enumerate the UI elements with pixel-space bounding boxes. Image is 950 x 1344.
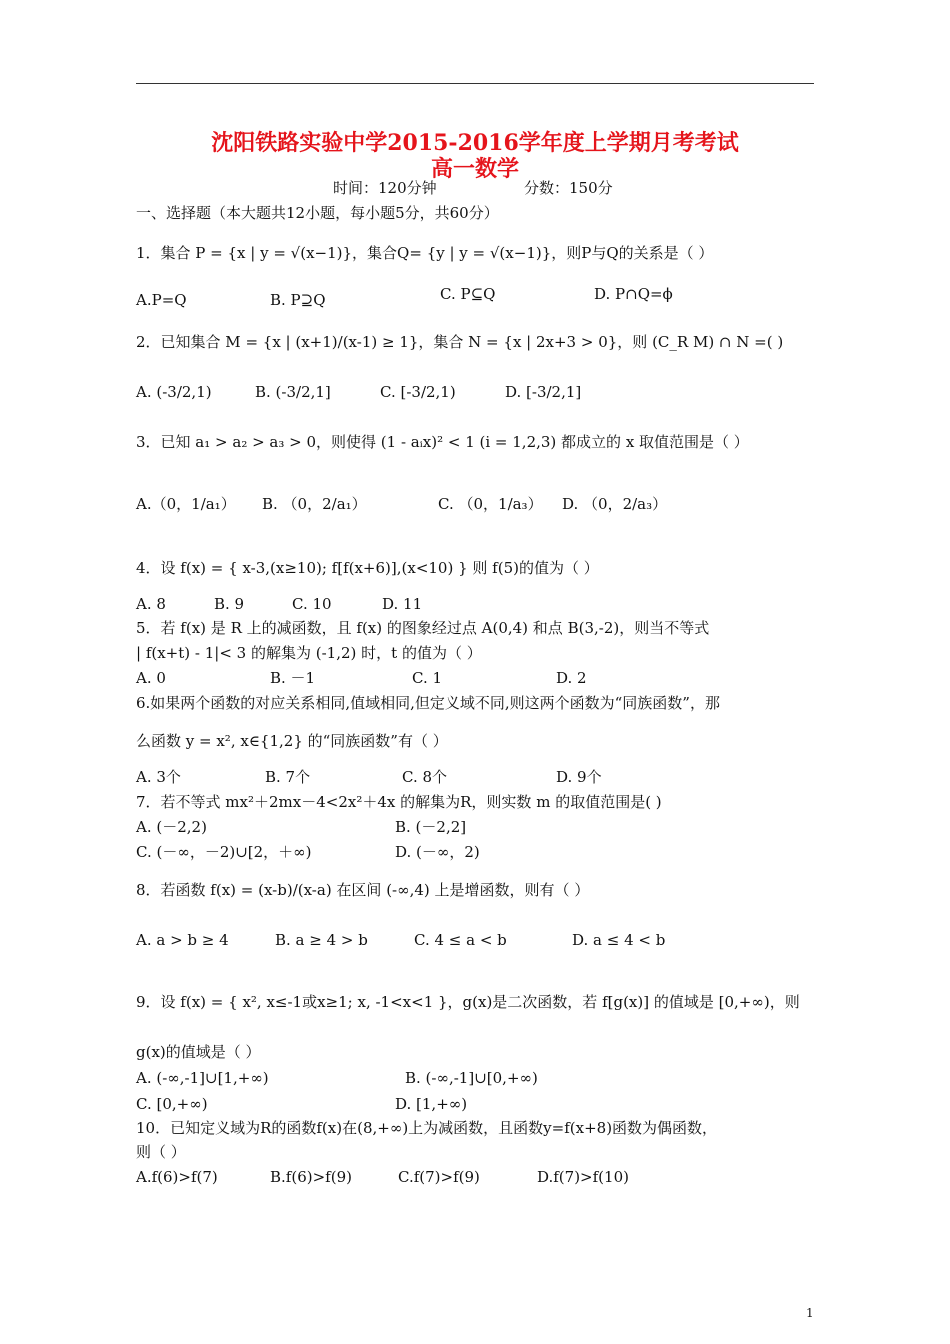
q4-option-b: B. 9 — [214, 595, 245, 613]
question-9-stem-line1: 9．设 f(x) = { x², x≤-1或x≥1; x, -1<x<1 }，g(x)是二次函数，若 f[g(x)] 的值域是 [0,+∞)，则 — [136, 993, 800, 1011]
question-3-stem: 3．已知 a₁ > a₂ > a₃ > 0，则使得 (1 - aᵢx)² < 1 (i = 1,2,3) 都成立的 x 取值范围是（ ） — [136, 433, 749, 451]
question-10-stem-line1: 10．已知定义域为R的函数f(x)在(8,+∞)上为减函数，且函数y=f(x+8)函数为偶函数， — [136, 1119, 718, 1137]
question-5-stem-line2: | f(x+t) - 1|< 3 的解集为 (-1,2) 时，t 的值为（ ） — [136, 644, 482, 662]
q4-option-a: A. 8 — [136, 595, 166, 613]
q9-option-b: B. (-∞,-1]∪[0,+∞) — [405, 1069, 538, 1087]
q6-option-d: D. 9个 — [556, 768, 602, 786]
q4-option-d: D. 11 — [382, 595, 423, 613]
q1-option-a: A.P=Q — [136, 291, 187, 309]
question-5-stem-line1: 5．若 f(x) 是 R 上的减函数，且 f(x) 的图象经过点 A(0,4) 和点 B(3,-2)，则当不等式 — [136, 619, 710, 637]
q2-option-c: C. [-3/2,1) — [380, 383, 456, 401]
question-8-stem: 8．若函数 f(x) = (x-b)/(x-a) 在区间 (-∞,4) 上是增函数，则有（ ） — [136, 881, 590, 899]
page-number: 1 — [806, 1306, 814, 1320]
q7-option-d: D. (－∞，2) — [395, 843, 480, 861]
q2-option-d: D. [-3/2,1] — [505, 383, 582, 401]
time-info: 时间：120分钟 — [333, 179, 437, 197]
q6-option-b: B. 7个 — [265, 768, 311, 786]
q9-option-d: D. [1,+∞) — [395, 1095, 468, 1113]
q10-option-c: C.f(7)>f(9) — [398, 1168, 480, 1186]
q3-option-d: D. （0，2/a₃） — [562, 495, 668, 513]
q6-option-a: A. 3个 — [136, 768, 181, 786]
q5-option-d: D. 2 — [556, 669, 587, 687]
q3-option-a: A.（0，1/a₁） — [136, 495, 236, 513]
q7-option-a: A. (－2,2) — [136, 818, 207, 836]
question-2-stem: 2．已知集合 M = {x | (x+1)/(x-1) ≥ 1}，集合 N = {x | 2x+3 > 0}，则 (C_R M) ∩ N =( ) — [136, 333, 784, 351]
question-6-stem-line1: 6.如果两个函数的对应关系相同,值域相同,但定义域不同,则这两个函数为“同族函数”，那 — [136, 694, 720, 712]
q6-option-c: C. 8个 — [402, 768, 448, 786]
question-7-stem: 7．若不等式 mx²＋2mx－4<2x²＋4x 的解集为R，则实数 m 的取值范围是( ) — [136, 793, 662, 811]
q8-option-b: B. a ≥ 4 > b — [275, 931, 368, 949]
question-4-stem: 4．设 f(x) = { x-3,(x≥10); f[f(x+6)],(x<10) } 则 f(5)的值为（ ） — [136, 559, 599, 577]
q3-option-b: B. （0，2/a₁） — [262, 495, 367, 513]
q2-option-b: B. (-3/2,1] — [255, 383, 331, 401]
q8-option-c: C. 4 ≤ a < b — [414, 931, 507, 949]
q5-option-c: C. 1 — [412, 669, 443, 687]
score-info: 分数：150分 — [524, 179, 613, 197]
q10-option-b: B.f(6)>f(9) — [270, 1168, 352, 1186]
question-1-stem: 1．集合 P = {x | y = √(x−1)}，集合Q= {y | y = √(x−1)}，则P与Q的关系是（ ） — [136, 244, 714, 262]
q8-option-a: A. a > b ≥ 4 — [136, 931, 229, 949]
q1-option-c: C. P⊆Q — [440, 285, 496, 303]
exam-title: 沈阳铁路实验中学2015-2016学年度上学期月考考试 — [211, 130, 739, 156]
header-rule — [136, 83, 814, 84]
question-6-stem-line2: 么函数 y = x², x∈{1,2} 的“同族函数”有（ ） — [136, 732, 448, 750]
exam-subtitle: 高一数学 — [430, 156, 519, 182]
q2-option-a: A. (-3/2,1) — [136, 383, 212, 401]
question-10-stem-line2: 则（ ） — [136, 1143, 186, 1161]
q7-option-c: C. (－∞，－2)∪[2，＋∞) — [136, 843, 312, 861]
q3-option-c: C. （0，1/a₃） — [438, 495, 543, 513]
q9-option-c: C. [0,+∞) — [136, 1095, 208, 1113]
q10-option-a: A.f(6)>f(7) — [136, 1168, 218, 1186]
q9-option-a: A. (-∞,-1]∪[1,+∞) — [136, 1069, 269, 1087]
q8-option-d: D. a ≤ 4 < b — [572, 931, 666, 949]
q10-option-d: D.f(7)>f(10) — [537, 1168, 629, 1186]
question-9-stem-line2: g(x)的值域是（ ） — [136, 1043, 261, 1061]
q1-option-d: D. P∩Q=ϕ — [594, 285, 673, 303]
q5-option-b: B. －1 — [270, 669, 316, 687]
q5-option-a: A. 0 — [136, 669, 166, 687]
section-heading: 一、选择题（本大题共12小题，每小题5分，共60分） — [136, 204, 499, 222]
q7-option-b: B. (－2,2] — [395, 818, 467, 836]
q1-option-b: B. P⊇Q — [270, 291, 326, 309]
q4-option-c: C. 10 — [292, 595, 332, 613]
